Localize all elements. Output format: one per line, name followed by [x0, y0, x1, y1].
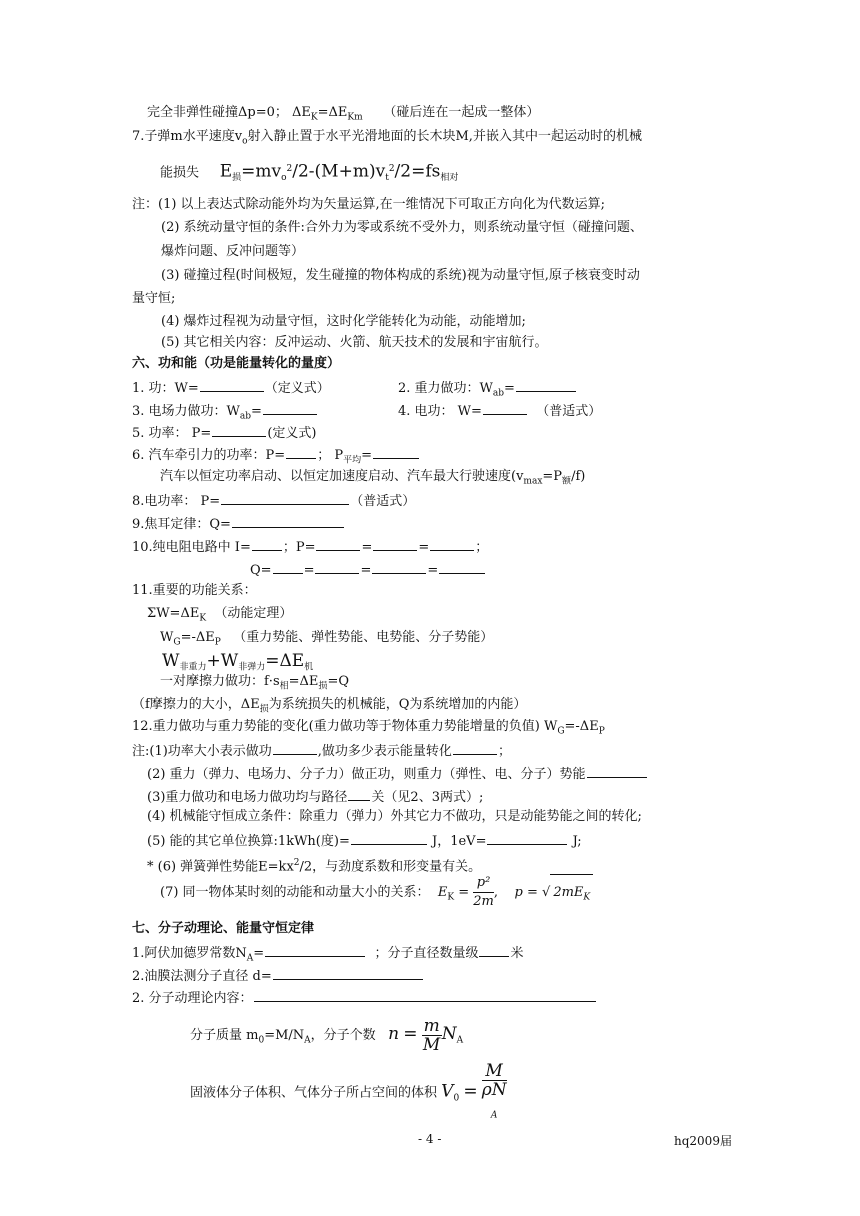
- line-energy-loss: 能损失 $E_损=mv_o^2/2-(M+m)v_t^2/2=fs_{相对}$: [160, 161, 459, 183]
- line-bullet: 7.子弹m水平速度$v_o$射入静止置于水平光滑地面的长木块M,并嵌入其中一起运动时的机械: [132, 129, 642, 147]
- m5: 固液体分子体积、气体分子所占空间的体积 $V_0$ = M ρN $_A$: [190, 1062, 507, 1124]
- q11: 11.重要的功能关系：: [132, 583, 257, 598]
- note-2b: 爆炸问题、反冲问题等）: [161, 244, 305, 259]
- q4: 4. 电功： W= （普适式）: [398, 401, 601, 421]
- q2: 2. 重力做功：$W_{ab}=$: [398, 378, 577, 403]
- sqrt-sign: √: [542, 885, 551, 900]
- q12: 12.重力做功与重力势能的变化(重力做功等于物体重力势能增量的负值) $W_G=-\Delta E_P$: [132, 719, 605, 737]
- footer-tag: hq2009届: [674, 1134, 732, 1148]
- section-7-heading: 七、分子动理论、能量守恒定律: [132, 921, 315, 936]
- line-inelastic: 完全非弹性碰撞Δp=0； $\Delta E_K=\Delta E_{Km}$ （碰后连在一起成一整体）: [147, 105, 540, 123]
- q10: 10.纯电阻电路中 I= ；P= = = ；: [132, 537, 488, 557]
- v0-fraction: M ρN $_A$: [481, 1061, 507, 1121]
- note-4: (4) 爆炸过程视为动量守恒，这时化学能转化为动能，动能增加;: [161, 314, 526, 329]
- m3: 2. 分子动理论内容：: [132, 988, 597, 1008]
- q11-a: $\Sigma W=\Delta E_K$ （动能定理）: [147, 606, 293, 624]
- q1: 1. 功：W= （定义式）: [132, 378, 330, 398]
- m1: 1.阿伏加德罗常数$N_A=$ ；分子直径数量级 米: [132, 943, 523, 968]
- z6: * (6) 弹簧弹性势能$E=kx^2/2$，与劲度系数和形变量有关。: [147, 858, 482, 875]
- q8: 8.电功率： P= （普适式）: [132, 491, 415, 511]
- z1: 注:(1)功率大小表示做功 ,做功多少表示能量转化 ；: [132, 741, 511, 761]
- m2: 2.油膜法测分子直径 d=: [132, 966, 424, 986]
- note-3b: 量守恒;: [132, 291, 176, 306]
- note-2: (2) 系统动量守恒的条件:合外力为零或系统不受外力，则系统动量守恒（碰撞问题、: [161, 220, 643, 235]
- note-3: (3) 碰撞过程(时间极短，发生碰撞的物体构成的系统)视为动量守恒,原子核衰变时动: [161, 268, 640, 283]
- ek-fraction: $\frac{\text{p²}}{2m}$: [473, 875, 494, 909]
- section-6-heading: 六、功和能（功是能量转化的量度）: [132, 356, 341, 371]
- q10-b: Q= = = =: [250, 560, 486, 580]
- z2: (2) 重力（弹力、电场力、分子力）做正功，则重力（弹性、电、分子）势能: [147, 764, 648, 784]
- z5: (5) 能的其它单位换算:1kWh(度)= J，1eV= J;: [147, 831, 582, 851]
- note-1: 注：(1) 以上表达式除动能外均为矢量运算,在一维情况下可取正方向化为代数运算;: [132, 197, 606, 212]
- q3: 3. 电场力做功：$W_{ab}=$: [132, 401, 318, 426]
- page-number: - 4 -: [418, 1132, 442, 1146]
- z3: (3)重力做功和电场力做功均与路径 关（见2、3两式）;: [147, 787, 483, 807]
- m4: 分子质量 $m_0=M/N_A$，分子个数 n = $\frac{m}{M}$ $N_A$: [190, 1016, 464, 1055]
- q9: 9.焦耳定律：Q=: [132, 514, 345, 534]
- z7: (7) 同一物体某时刻的动能和动量大小的关系： $E_K$ = $\frac{\text{p²}}{2m}$ , p = √ $2mE_K$: [160, 874, 593, 916]
- n-fraction: $\frac{m}{M}$: [422, 1016, 441, 1055]
- q11-d: 一对摩擦力做功：$f\cdot s_相=\Delta E_损=Q$: [160, 674, 349, 692]
- q6-note: 汽车以恒定功率启动、以恒定加速度启动、汽车最大行驶速度$(v_{max}=P_额/f)$: [160, 469, 586, 487]
- q5: 5. 功率： P= (定义式): [132, 423, 316, 443]
- q11-e: （f摩擦力的大小，$\Delta E_损$为系统损失的机械能，Q为系统增加的内能）: [132, 697, 527, 715]
- q11-b: $W_G=-\Delta E_P$ （重力势能、弹性势能、电势能、分子势能）: [160, 630, 494, 648]
- q6: 6. 汽车牵引力的功率：P= ； $P_{平均}=$: [132, 445, 420, 470]
- z4: (4) 机械能守恒成立条件：除重力（弹力）外其它力不做功，只是动能势能之间的转化;: [147, 809, 642, 824]
- note-5: (5) 其它相关内容：反冲运动、火箭、航天技术的发展和宇宙航行。: [161, 335, 548, 350]
- q11-c: $W_{非重力}+W_{非弹力}=\Delta E_机$: [162, 651, 314, 673]
